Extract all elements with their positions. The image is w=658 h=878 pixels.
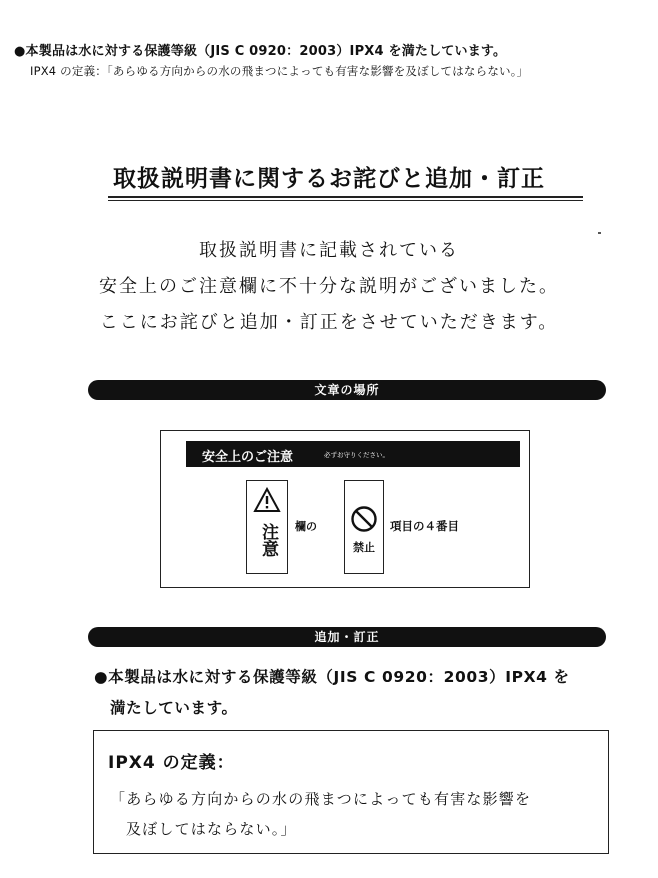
correction-body-line2: 満たしています。 <box>110 699 238 717</box>
intro-line-3: ここにお詫びと追加・訂正をさせていただきます。 <box>99 312 559 333</box>
prohibition-card-text: 禁止 <box>353 541 375 554</box>
section-label-location: 文章の場所 <box>88 380 606 400</box>
excerpt-header <box>186 441 520 467</box>
excerpt-header-note: 必ずお守りください。 <box>324 451 389 459</box>
page-title: 取扱説明書に関するお詫びと追加・訂正 <box>113 166 545 192</box>
prohibited-icon <box>350 505 378 533</box>
column-label: 欄の <box>295 520 317 533</box>
intro-line-2: 安全上のご注意欄に不十分な説明がございました。 <box>99 276 559 297</box>
title-underline-thin <box>108 200 583 201</box>
intro-line-1: 取扱説明書に記載されている <box>199 240 459 261</box>
top-note-line2: IPX4 の定義：「あらゆる方向からの水の飛まつによっても有害な影響を及ぼしてはならない。」 <box>30 64 529 78</box>
excerpt-header-title: 安全上のご注意 <box>202 450 294 465</box>
warning-triangle-icon <box>253 487 281 513</box>
title-underline <box>108 196 583 198</box>
definition-line2: 及ぼしてはならない。」 <box>126 820 297 838</box>
top-note-line1: ●本製品は水に対する保護等級（JIS C 0920：2003）IPX4 を満たしています。 <box>14 44 507 59</box>
prohibition-card <box>344 480 384 574</box>
scan-speck <box>598 232 601 234</box>
caution-card-text: 注意 <box>258 523 278 557</box>
section-label-correction: 追加・訂正 <box>88 627 606 647</box>
definition-title: IPX4 の定義： <box>108 753 235 773</box>
caution-card <box>246 480 288 574</box>
item-label: 項目の４番目 <box>390 519 459 533</box>
correction-body-line1: ●本製品は水に対する保護等級（JIS C 0920：2003）IPX4 を <box>94 668 570 686</box>
definition-line1: 「あらゆる方向からの水の飛まつによっても有害な影響を <box>110 790 532 808</box>
